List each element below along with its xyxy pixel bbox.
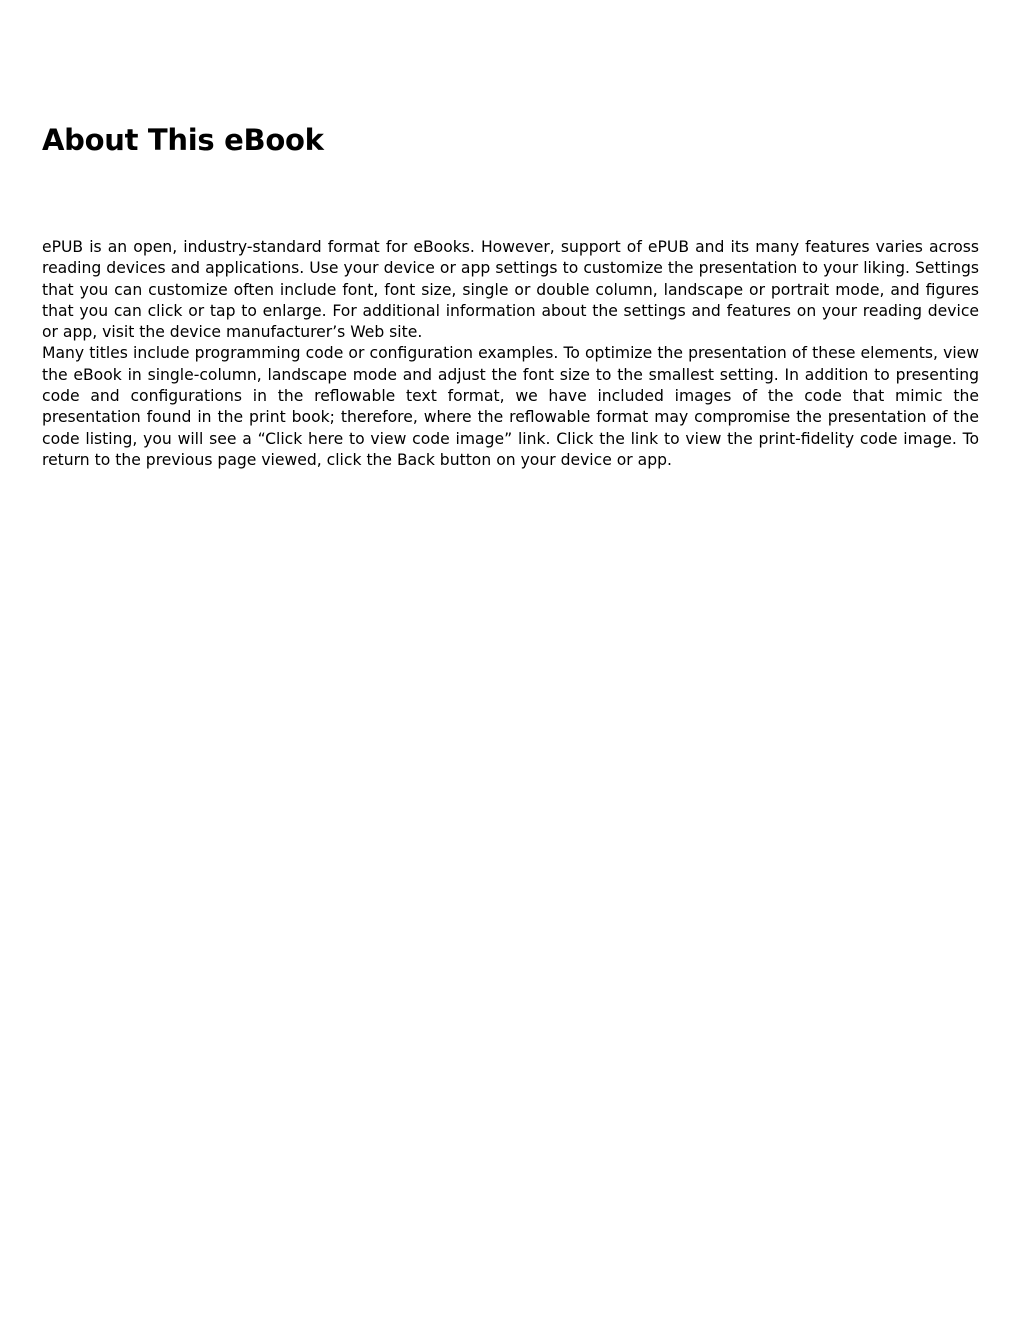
paragraph-code-examples: Many titles include programming code or configuration examples. To optimize the presentation of these elements, view the eBook in single-column, landscape mode and adjust the font size to the smallest setting. In addition to presenting code and configurations in the reflowable text format, we have included images of the code that mimic the presentation found in the print book; therefore, where the reflowable format may compromise the presentation of the code listing, you will see a “Click here to view code image” link. Click the link to view the print-fidelity code image. To return to the previous page viewed, click the Back button on your device or app. [42,344,979,469]
paragraph-epub-support: ePUB is an open, industry-standard format for eBooks. However, support of ePUB and its many features varies across reading devices and applications. Use your device or app settings to customize the presentation to your liking. Settings that you can customize often include font, font size, single or double column, landscape or portrait mode, and figures that you can click or tap to enlarge. For additional information about the settings and features on your reading device or app, visit the device manufacturer’s Web site. [42,238,979,342]
ebook-page [42,0,979,471]
page-title: About This eBook [42,123,324,157]
body-text [42,237,979,471]
